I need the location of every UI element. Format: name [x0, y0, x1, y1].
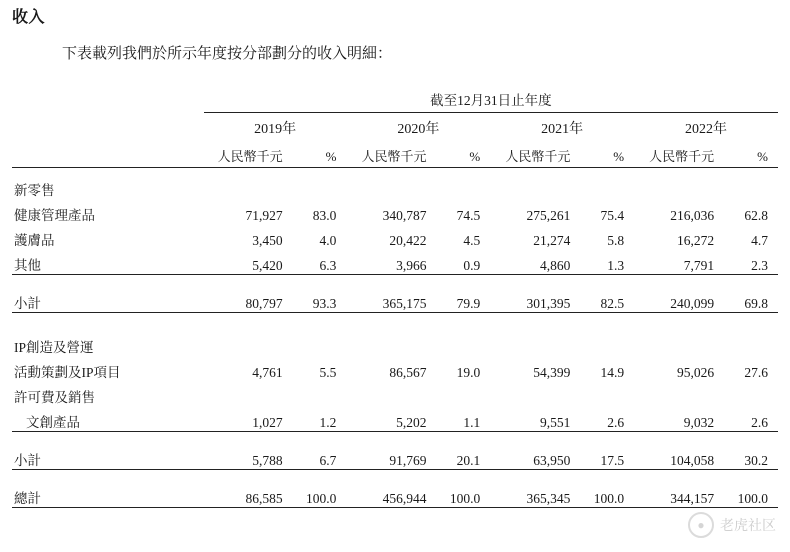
cell-2019-value: 71,927	[245, 208, 283, 223]
year-header-2021: 2021年	[541, 122, 584, 137]
year-header-2020: 2020年	[397, 122, 440, 137]
empty-cell	[12, 113, 204, 141]
table-row-continuation	[12, 381, 778, 406]
total-2019-percent: 100.0	[287, 482, 347, 508]
cell-2021-value: 4,860	[490, 249, 574, 275]
year-header-2022: 2022年	[685, 122, 728, 137]
cell-2021-percent: 75.4	[600, 208, 625, 223]
cell-2022-value: 95,026	[677, 365, 715, 380]
year-header-2019: 2019年	[254, 122, 297, 137]
group-label-ip-creation: IP創造及營運	[14, 340, 94, 355]
total-2019-value: 86,585	[204, 482, 287, 508]
total-2021-percent: 100.0	[574, 482, 634, 508]
cell-2022-value: 216,036	[670, 208, 715, 223]
cell-2022-value: 9,032	[634, 406, 718, 432]
cell-2022-value: 16,272	[677, 233, 715, 248]
cell-2019-value: 4,761	[252, 365, 283, 380]
cell-2020-value: 86,567	[389, 365, 427, 380]
subtotal-2020-percent: 20.1	[431, 444, 491, 470]
cell-2022-percent: 2.6	[718, 406, 778, 432]
cell-2021-value: 21,274	[533, 233, 571, 248]
subtotal-2021-value: 63,950	[490, 444, 574, 470]
subtotal-row-new-retail	[12, 287, 778, 313]
empty-cell	[12, 84, 204, 113]
table-period-header-row	[12, 84, 778, 113]
row-label-others: 其他	[12, 249, 204, 275]
table-row	[12, 224, 778, 249]
subtotal-2021-percent: 17.5	[574, 444, 634, 470]
row-label-ip-projects-line2: 許可費及銷售	[14, 390, 95, 405]
cell-2019-percent: 1.2	[287, 406, 347, 432]
total-2021-value: 365,345	[490, 482, 574, 508]
cell-2022-percent: 62.8	[744, 208, 768, 223]
subtotal-2019-percent: 6.7	[287, 444, 347, 470]
cell-2021-value: 9,551	[490, 406, 574, 432]
total-2020-percent: 100.0	[431, 482, 491, 508]
spacer-row	[12, 275, 778, 288]
cell-2021-value: 54,399	[533, 365, 571, 380]
cell-2020-value: 20,422	[389, 233, 427, 248]
period-header: 截至12月31日止年度	[204, 84, 778, 113]
row-label-cultural-products: 文創產品	[12, 406, 204, 432]
percent-label-2020: %	[431, 140, 491, 168]
cell-2019-percent: 83.0	[312, 208, 337, 223]
unit-label-2021: 人民幣千元	[490, 140, 574, 168]
cell-2021-percent: 5.8	[607, 233, 625, 248]
subtotal-2019-value: 5,788	[204, 444, 287, 470]
cell-2021-value: 275,261	[526, 208, 571, 223]
cell-2021-percent: 1.3	[574, 249, 634, 275]
total-2022-percent: 100.0	[718, 482, 778, 508]
cell-2021-percent: 14.9	[600, 365, 625, 380]
total-row	[12, 482, 778, 508]
subtotal-2020-percent: 79.9	[431, 287, 491, 313]
spacer-row	[12, 470, 778, 483]
tiger-logo-icon: ●	[688, 512, 714, 538]
cell-2020-value: 340,787	[382, 208, 427, 223]
group-header-row	[12, 325, 778, 356]
subtotal-label: 小計	[12, 287, 204, 313]
table-row	[12, 356, 778, 381]
table-unit-header-row	[12, 140, 778, 168]
subtotal-2019-value: 80,797	[204, 287, 287, 313]
cell-2019-value: 1,027	[204, 406, 287, 432]
subtotal-2022-percent: 69.8	[718, 287, 778, 313]
row-label-ip-projects: 活動策劃及IP項目	[14, 365, 121, 380]
table-row	[12, 199, 778, 224]
subtotal-2020-value: 365,175	[346, 287, 430, 313]
subtotal-row-ip-creation	[12, 444, 778, 470]
row-label-skincare: 護膚品	[14, 233, 55, 248]
total-label: 總計	[12, 482, 204, 508]
cell-2022-percent: 2.3	[718, 249, 778, 275]
cell-2022-value: 7,791	[634, 249, 718, 275]
cell-2020-percent: 0.9	[431, 249, 491, 275]
cell-2019-percent: 4.0	[319, 233, 337, 248]
empty-cell	[12, 140, 204, 168]
empty-cell	[204, 381, 778, 406]
subtotal-2022-percent: 30.2	[718, 444, 778, 470]
total-2022-value: 344,157	[634, 482, 718, 508]
cell-2020-percent: 74.5	[456, 208, 481, 223]
watermark-text: 老虎社区	[720, 517, 776, 533]
spacer-row	[12, 313, 778, 326]
percent-label-2019: %	[287, 140, 347, 168]
subtotal-2020-value: 91,769	[346, 444, 430, 470]
cell-2019-percent: 6.3	[287, 249, 347, 275]
empty-cell	[204, 325, 778, 356]
percent-label-2021: %	[574, 140, 634, 168]
unit-label-2022: 人民幣千元	[634, 140, 718, 168]
subtotal-2022-value: 240,099	[634, 287, 718, 313]
spacer-row	[12, 432, 778, 445]
watermark	[688, 512, 776, 538]
table-row	[12, 406, 778, 432]
cell-2022-percent: 27.6	[744, 365, 768, 380]
revenue-breakdown-table	[12, 84, 778, 508]
percent-label-2022: %	[718, 140, 778, 168]
cell-2020-value: 5,202	[346, 406, 430, 432]
table-year-header-row	[12, 113, 778, 141]
cell-2020-value: 3,966	[346, 249, 430, 275]
cell-2019-value: 3,450	[252, 233, 283, 248]
cell-2019-value: 5,420	[204, 249, 287, 275]
group-label-new-retail: 新零售	[14, 183, 55, 198]
cell-2020-percent: 4.5	[463, 233, 481, 248]
cell-2020-percent: 1.1	[431, 406, 491, 432]
intro-paragraph: 下表載列我們於所示年度按分部劃分的收入明細：	[62, 46, 393, 62]
row-label-health-products: 健康管理產品	[14, 208, 95, 223]
unit-label-2019: 人民幣千元	[204, 140, 287, 168]
table-row	[12, 249, 778, 275]
subtotal-label: 小計	[12, 444, 204, 470]
subtotal-2019-percent: 93.3	[287, 287, 347, 313]
subtotal-2021-value: 301,395	[490, 287, 574, 313]
page-title: 收入	[12, 9, 46, 26]
total-2020-value: 456,944	[346, 482, 430, 508]
group-header-row	[12, 168, 778, 200]
subtotal-2022-value: 104,058	[634, 444, 718, 470]
cell-2022-percent: 4.7	[751, 233, 768, 248]
unit-label-2020: 人民幣千元	[346, 140, 430, 168]
cell-2019-percent: 5.5	[319, 365, 337, 380]
subtotal-2021-percent: 82.5	[574, 287, 634, 313]
cell-2020-percent: 19.0	[456, 365, 481, 380]
cell-2021-percent: 2.6	[574, 406, 634, 432]
empty-cell	[204, 168, 778, 200]
